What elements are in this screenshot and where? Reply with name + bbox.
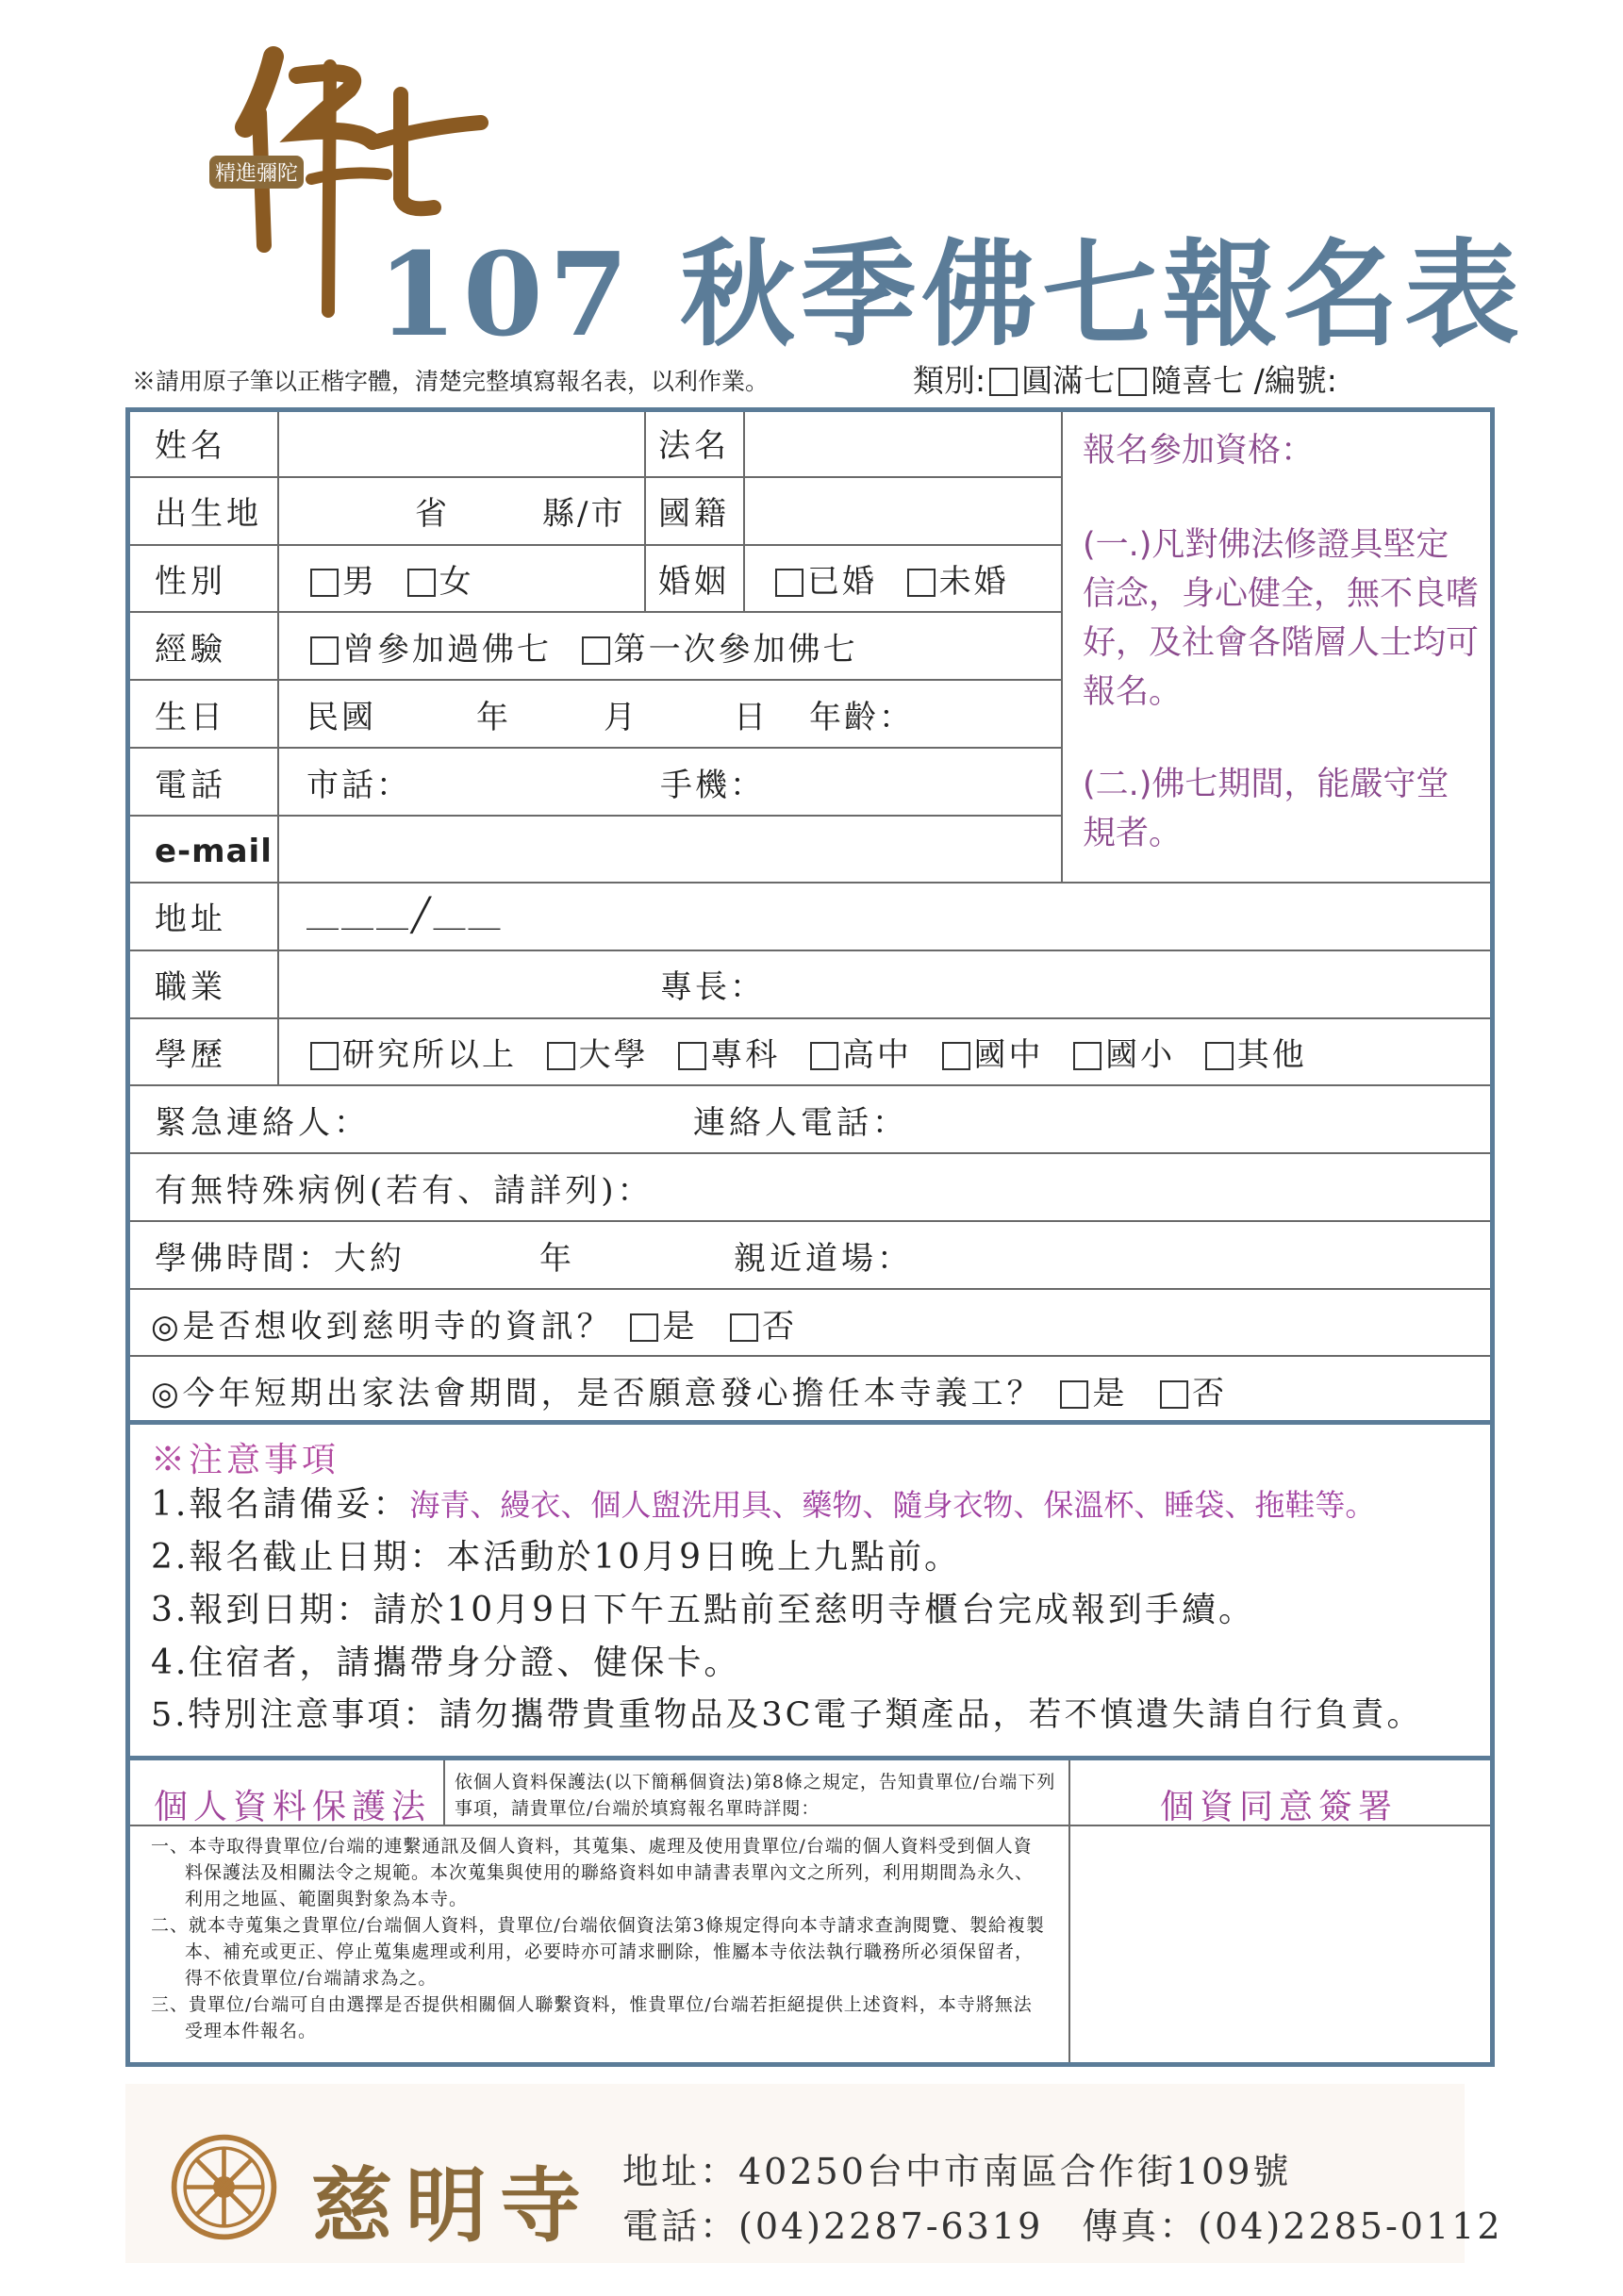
edu-checkbox[interactable] bbox=[942, 1042, 970, 1070]
name-label: 姓名 bbox=[155, 427, 226, 465]
year-label: 年 bbox=[476, 699, 511, 736]
row-divider bbox=[130, 1220, 1490, 1222]
note-2: 2.報名截止日期：本活動於10月9日晚上九點前。 bbox=[151, 1538, 962, 1577]
edu-checkbox[interactable] bbox=[810, 1042, 838, 1070]
privacy-paragraph-1: 一、本寺取得貴單位/台端的連繫通訊及個人資料，其蒐集、處理及使用貴單位/台端的個人資料受到個人資料保護法及相關法令之規範。本次蒐集與使用的聯絡資料如申請書表單內文之所列，利用期間為永久、利用之地區、範圍與對象為本寺。 bbox=[151, 1836, 1035, 1909]
edu-option: 國中 bbox=[973, 1036, 1044, 1074]
occupation-label: 職業 bbox=[155, 968, 226, 1006]
privacy-paragraph-3: 三、貴單位/台端可自由選擇是否提供相關個人聯繫資料，惟貴單位/台端若拒絕提供上述資料，本寺將無法受理本件報名。 bbox=[151, 1994, 1033, 2041]
temple-name: 慈明寺 bbox=[311, 2158, 594, 2254]
row-divider bbox=[130, 1288, 1490, 1290]
row-divider bbox=[130, 950, 1490, 951]
married-label: 已婚 bbox=[807, 563, 877, 601]
landline-label: 市話： bbox=[306, 767, 411, 804]
consent-heading: 個資同意簽署 bbox=[1160, 1788, 1399, 1826]
unmarried-label: 未婚 bbox=[938, 563, 1009, 601]
logo-subtitle: 精進彌陀 bbox=[209, 156, 304, 189]
contact-phone-label: 連絡人電話： bbox=[693, 1104, 908, 1142]
edu-option: 國小 bbox=[1105, 1036, 1176, 1074]
emergency-contact-label: 緊急連絡人： bbox=[155, 1104, 370, 1142]
info-yes-checkbox[interactable] bbox=[630, 1313, 658, 1342]
month-label: 月 bbox=[604, 699, 638, 736]
section-divider bbox=[130, 1756, 1490, 1760]
exp-first-checkbox[interactable] bbox=[582, 636, 610, 665]
edu-option: 其他 bbox=[1236, 1036, 1307, 1074]
edu-checkbox[interactable] bbox=[547, 1042, 575, 1070]
province-label: 省 bbox=[415, 495, 450, 533]
exp-yes-checkbox[interactable] bbox=[310, 636, 339, 665]
edu-checkbox[interactable] bbox=[1205, 1042, 1234, 1070]
row-divider bbox=[130, 611, 1061, 613]
edu-checkbox[interactable] bbox=[310, 1042, 339, 1070]
mobile-label: 手機： bbox=[660, 767, 765, 804]
category-checkbox-partial[interactable] bbox=[1118, 368, 1147, 396]
row-divider bbox=[130, 1152, 1490, 1154]
category-label: 類別: bbox=[913, 362, 986, 399]
privacy-intro: 依個人資料保護法(以下簡稱個資法)第8條之規定，告知貴單位/台端下列事項，請貴單位/台端於填寫報名單時詳閱： bbox=[455, 1772, 1056, 1819]
age-label: 年齡： bbox=[809, 699, 914, 736]
edu-checkbox[interactable] bbox=[1073, 1042, 1101, 1070]
note-1-items: 海青、縵衣、個人盥洗用具、藥物、隨身衣物、保溫杯、睡袋、拖鞋等。 bbox=[409, 1487, 1376, 1523]
birthday-label: 生日 bbox=[155, 699, 226, 736]
requirements-block bbox=[1083, 426, 1479, 858]
edu-option: 研究所以上 bbox=[342, 1036, 517, 1074]
edu-checkbox[interactable] bbox=[678, 1042, 706, 1070]
male-label: 男 bbox=[342, 563, 377, 601]
col-divider bbox=[277, 412, 279, 1085]
info-no-label: 否 bbox=[762, 1308, 799, 1346]
exp-yes-label: 曾參加過佛七 bbox=[342, 631, 552, 669]
footer-phone: 電話：(04)2287-6319 傳真：(04)2285-0112 bbox=[622, 2205, 1503, 2247]
education-label: 學歷 bbox=[155, 1036, 226, 1074]
row-divider bbox=[130, 747, 1061, 749]
study-time-label: 學佛時間：大約 bbox=[155, 1240, 406, 1278]
info-yes-label: 是 bbox=[662, 1308, 699, 1346]
privacy-body bbox=[151, 1833, 1047, 2044]
number-label: /編號: bbox=[1253, 362, 1337, 399]
row-divider bbox=[130, 1084, 1490, 1086]
row-divider bbox=[130, 544, 1061, 546]
nationality-label: 國籍 bbox=[658, 495, 730, 533]
gender-options bbox=[306, 563, 474, 601]
exp-first-label: 第一次參加佛七 bbox=[613, 631, 858, 669]
dharma-wheel-icon bbox=[170, 2133, 278, 2241]
nearby-temple-label: 親近道場： bbox=[734, 1240, 913, 1278]
illness-label: 有無特殊病例(若有、請詳列)： bbox=[155, 1172, 654, 1210]
note-3: 3.報到日期：請於10月9日下午五點前至慈明寺櫃台完成報到手續。 bbox=[151, 1591, 1256, 1629]
unmarried-checkbox[interactable] bbox=[907, 569, 936, 597]
privacy-paragraph-2: 二、就本寺蒐集之貴單位/台端個人資料，貴單位/台端依個資法第3條規定得向本寺請求查詢閱覽、製給複製本、補充或更正、停止蒐集處理或利用，必要時亦可請求刪除，惟屬本寺依法執行職務所必須保留者，得不依貴單位/台端請求為之。 bbox=[151, 1915, 1045, 1989]
col-divider bbox=[644, 412, 646, 612]
privacy-heading: 個人資料保護法 bbox=[154, 1788, 432, 1826]
row-divider bbox=[130, 1355, 1490, 1357]
volunteer-question bbox=[151, 1375, 1229, 1412]
note-4: 4.住宿者，請攜帶身分證、健保卡。 bbox=[151, 1644, 741, 1682]
category-option-partial: 隨喜七 bbox=[1151, 362, 1245, 399]
marriage-options bbox=[771, 563, 1009, 601]
male-checkbox[interactable] bbox=[310, 569, 339, 597]
nationality-field[interactable] bbox=[745, 478, 1060, 542]
section-divider bbox=[130, 1420, 1490, 1425]
female-checkbox[interactable] bbox=[407, 569, 436, 597]
row-divider bbox=[130, 1017, 1490, 1019]
col-divider bbox=[1061, 412, 1063, 883]
marriage-label: 婚姻 bbox=[658, 563, 730, 601]
county-label: 縣/市 bbox=[542, 495, 626, 533]
notes-title: ※注意事項 bbox=[151, 1441, 340, 1479]
requirements-title: 報名參加資格： bbox=[1083, 432, 1315, 470]
married-checkbox[interactable] bbox=[775, 569, 803, 597]
note-1-prefix: 1.報名請備妥： bbox=[151, 1485, 410, 1524]
volunteer-no-checkbox[interactable] bbox=[1160, 1380, 1188, 1409]
consent-signature-area[interactable] bbox=[1070, 1826, 1490, 2062]
info-question bbox=[151, 1308, 799, 1346]
edu-option: 大學 bbox=[578, 1036, 649, 1074]
volunteer-yes-label: 是 bbox=[1092, 1375, 1129, 1412]
volunteer-no-label: 否 bbox=[1192, 1375, 1229, 1412]
volunteer-question-text: ◎今年短期出家法會期間，是否願意發心擔任本寺義工？ bbox=[151, 1375, 1043, 1412]
experience-options bbox=[306, 631, 858, 669]
dharma-name-field[interactable] bbox=[745, 414, 1060, 476]
note-5: 5.特別注意事項：請勿攜帶貴重物品及3C電子類產品，若不慎遺失請自行負責。 bbox=[151, 1696, 1423, 1734]
footer-address: 地址：40250台中市南區合作街109號 bbox=[622, 2151, 1292, 2192]
edu-options bbox=[306, 1036, 1307, 1074]
birthplace-label: 出生地 bbox=[155, 495, 262, 533]
info-no-checkbox[interactable] bbox=[730, 1313, 758, 1342]
experience-label: 經驗 bbox=[155, 631, 226, 669]
address-slots[interactable]: ＿＿＿╱＿＿ bbox=[306, 897, 504, 934]
day-label: 日 bbox=[734, 699, 769, 736]
address-label: 地址 bbox=[155, 900, 226, 938]
roc-label: 民國 bbox=[306, 699, 376, 736]
gender-label: 性別 bbox=[155, 563, 226, 601]
volunteer-yes-checkbox[interactable] bbox=[1060, 1380, 1088, 1409]
row-divider bbox=[130, 882, 1490, 884]
dharma-name-label: 法名 bbox=[658, 427, 730, 465]
note-1 bbox=[151, 1485, 1376, 1524]
phone-label: 電話 bbox=[155, 767, 226, 804]
requirements-item-1: (一.)凡對佛法修證具堅定信念，身心健全，無不良嗜好，及社會各階層人士均可報名。 bbox=[1083, 526, 1480, 711]
email-field[interactable] bbox=[279, 817, 1060, 881]
page-title: 107 秋季佛七報名表 bbox=[377, 226, 1526, 362]
category-option-full: 圓滿七 bbox=[1021, 362, 1116, 399]
instruction-text: ※請用原子筆以正楷字體，清楚完整填寫報名表，以利作業。 bbox=[132, 368, 770, 395]
name-field[interactable] bbox=[279, 414, 643, 476]
female-label: 女 bbox=[439, 563, 474, 601]
category-row bbox=[913, 356, 1337, 401]
category-checkbox-full[interactable] bbox=[989, 368, 1018, 396]
edu-option: 專科 bbox=[710, 1036, 781, 1074]
requirements-item-2: (二.)佛七期間，能嚴守堂規者。 bbox=[1083, 766, 1449, 852]
email-label: e-mail bbox=[155, 833, 273, 870]
row-divider bbox=[130, 679, 1061, 681]
edu-option: 高中 bbox=[841, 1036, 912, 1074]
specialty-label: 專長： bbox=[660, 968, 765, 1006]
col-divider bbox=[443, 1760, 445, 1825]
study-year-label: 年 bbox=[539, 1240, 575, 1278]
info-question-text: ◎是否想收到慈明寺的資訊？ bbox=[151, 1308, 613, 1346]
